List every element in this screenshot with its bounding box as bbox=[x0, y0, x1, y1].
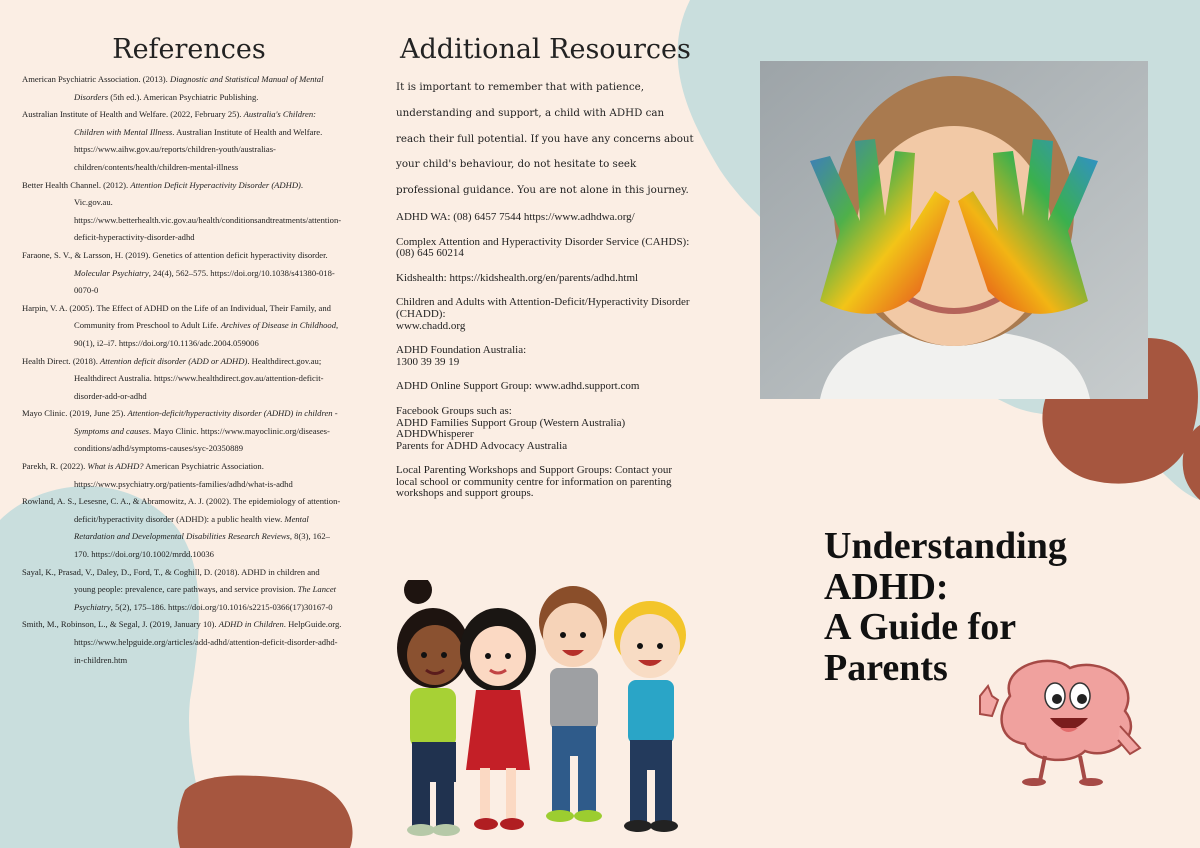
reference-title: Mental Retardation and Developmental Disabilities Research Reviews bbox=[74, 513, 309, 542]
resource-item: ADHD Foundation Australia: 1300 39 39 19 bbox=[396, 344, 527, 368]
reference-details: , 8(3), 162–170. https://doi.org/10.1002/mrdd.10036 bbox=[74, 531, 330, 560]
resource-item: Complex Attention and Hyperactivity Disorder Service (CAHDS): (08) 645 60214 bbox=[396, 235, 690, 260]
reference-item bbox=[22, 106, 342, 176]
reference-text: Sayal, K., Prasad, V., Daley, D., Ford, T., & Coghill, D. (2018). ADHD in children and young people: prevalence, care pathways, and service provision. bbox=[22, 566, 320, 595]
reference-title: Attention Deficit Hyperactivity Disorder (ADHD) bbox=[130, 179, 301, 190]
reference-item bbox=[22, 405, 342, 458]
reference-title: Attention deficit disorder (ADD or ADHD) bbox=[100, 355, 248, 366]
title-line: Parents bbox=[824, 646, 948, 689]
reference-item bbox=[22, 71, 342, 106]
reference-title: Diagnostic and Statistical Manual of Mental Disorders bbox=[74, 74, 324, 102]
brain-mascot-illustration bbox=[970, 656, 1146, 786]
reference-details: . HelpGuide.org. https://www.helpguide.org/articles/add-adhd/attention-deficit-disorder-adhd-in-children.htm bbox=[74, 619, 342, 665]
reference-title: Molecular Psychiatry bbox=[74, 267, 149, 278]
reference-item bbox=[22, 458, 342, 493]
reference-details: . Australian Institute of Health and Welfare. https://www.aihw.gov.au/reports/children-youth/australias-children/contents/health/children-mental-illness bbox=[74, 126, 323, 172]
reference-title: What is ADHD? bbox=[87, 461, 144, 472]
reference-item bbox=[22, 493, 342, 563]
brown-blob-bottom-left bbox=[178, 776, 353, 848]
reference-text: Mayo Clinic. (2019, June 25). bbox=[22, 408, 128, 419]
reference-details: American Psychiatric Association. https://www.psychiatry.org/patients-families/adhd/what-is-adhd bbox=[74, 461, 293, 489]
child-painted-hands-photo bbox=[760, 61, 1148, 399]
reference-item bbox=[22, 247, 342, 300]
reference-details: , 5(2), 175–186. https://doi.org/10.1016/s2215-0366(17)30167-0 bbox=[110, 601, 333, 612]
title-line: A Guide for bbox=[824, 606, 1017, 648]
reference-item bbox=[22, 616, 342, 669]
resource-item: Kidshealth: https://kidshealth.org/en/parents/adhd.html bbox=[396, 271, 639, 284]
reference-title: ADHD in Children bbox=[218, 619, 284, 630]
reference-item bbox=[22, 564, 342, 617]
title-line: ADHD: bbox=[824, 565, 949, 608]
resources-intro: It is important to remember that with patience, understanding and support, a child with ADHD can reach their full potential. If you have any concerns about your child's behaviour, do not hesitate to seek professional guidance. You are not alone in this journey. bbox=[396, 81, 694, 197]
resource-item: ADHD Online Support Group: www.adhd.support.com bbox=[396, 380, 640, 393]
reference-title: Attention-deficit/hyperactivity disorder (ADHD) in children - Symptoms and causes bbox=[74, 408, 338, 436]
reference-text: Better Health Channel. (2012). bbox=[22, 179, 131, 190]
reference-item bbox=[22, 177, 342, 247]
resources-section bbox=[396, 34, 696, 513]
reference-item bbox=[22, 353, 342, 406]
reference-details: . Healthdirect.gov.au; Healthdirect Australia. https://www.healthdirect.gov.au/attention-deficit-disorder-add-or-adhd bbox=[74, 355, 324, 401]
resource-item: Local Parenting Workshops and Support Groups: Contact your local school or community centre for information on parenting workshops and support groups. bbox=[396, 464, 673, 500]
reference-details: . Mayo Clinic. https://www.mayoclinic.org/diseases-conditions/adhd/symptoms-causes/syc-20350889 bbox=[74, 425, 330, 454]
resources-heading: Additional Resources bbox=[400, 34, 691, 65]
references-heading: References bbox=[112, 34, 266, 65]
resource-item: Facebook Groups such as: ADHD Families Support Group (Western Australia) ADHDWhisperer Parents for ADHD Advocacy Australia bbox=[396, 404, 626, 452]
reference-text: Faraone, S. V., & Larsson, H. (2019). Genetics of attention deficit hyperactivity disorder. bbox=[22, 249, 328, 260]
reference-details: , 90(1), i2–i7. https://doi.org/10.1136/adc.2004.059006 bbox=[74, 320, 339, 348]
reference-details: (5th ed.). American Psychiatric Publishing. bbox=[108, 91, 259, 102]
reference-title: The Lancet Psychiatry bbox=[74, 584, 337, 612]
resource-item: ADHD WA: (08) 6457 7544 https://www.adhdwa.org/ bbox=[396, 210, 635, 223]
reference-details: . Vic.gov.au. https://www.betterhealth.vic.gov.au/health/conditionsandtreatments/attention-deficit-hyperactivity-disorder-adhd bbox=[74, 179, 342, 243]
reference-text: Australian Institute of Health and Welfare. (2022, February 25). bbox=[22, 109, 244, 120]
references-section bbox=[22, 34, 342, 669]
reference-title: Archives of Disease in Childhood bbox=[220, 320, 337, 331]
reference-text: Rowland, A. S., Lesesne, C. A., & Abramowitz, A. J. (2002). The epidemiology of attention-deficit/hyperactivity disorder (ADHD): a public health view. bbox=[22, 496, 341, 524]
references-list bbox=[22, 71, 342, 669]
reference-text: Smith, M., Robinson, L., & Segal, J. (2019, January 10). bbox=[22, 619, 219, 630]
resources-list bbox=[396, 212, 696, 500]
resource-item: Children and Adults with Attention-Deficit/Hyperactivity Disorder (CHADD): www.chadd.org bbox=[396, 296, 690, 332]
title-line: Understanding bbox=[824, 525, 1067, 567]
reference-details: , 24(4), 562–575. https://doi.org/10.1038/s41380-018-0070-0 bbox=[74, 267, 335, 296]
reference-title: Australia's Children: Children with Mental Illness bbox=[74, 109, 316, 137]
reference-item bbox=[22, 300, 342, 353]
reference-text: American Psychiatric Association. (2013). bbox=[22, 74, 170, 84]
reference-text: Parekh, R. (2022). bbox=[22, 461, 88, 472]
cartoon-kids-illustration bbox=[388, 580, 702, 840]
reference-text: Harpin, V. A. (2005). The Effect of ADHD on the Life of an Individual, Their Family, and Community from Preschool to Adult Life. bbox=[22, 302, 331, 331]
reference-text: Health Direct. (2018). bbox=[22, 355, 101, 366]
